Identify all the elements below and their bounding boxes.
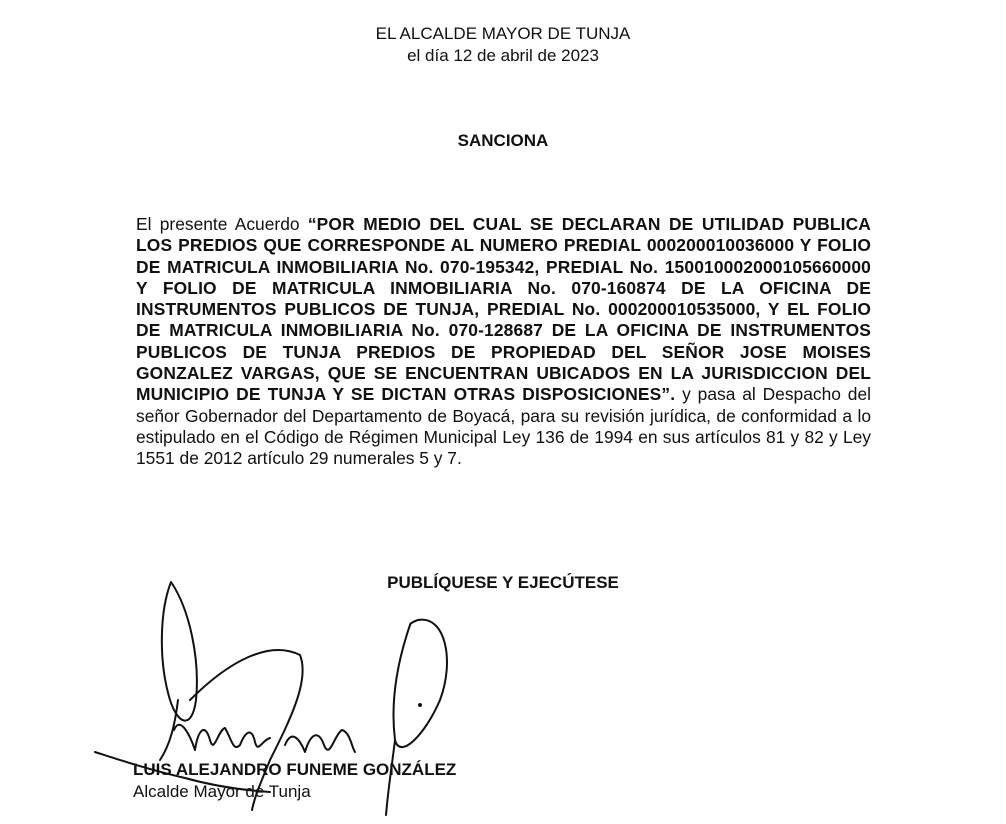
signature-stroke-scribble [174,725,270,750]
body-bold-title: “POR MEDIO DEL CUAL SE DECLARAN DE UTILIDAD PUBLICA LOS PREDIOS QUE CORRESPONDE AL NUMERO PREDIAL 000200010036000 Y FOLIO DE MATRICULA INMOBILIARIA No. 070-195342, PREDIAL No. 150010002000105660000 Y FOLIO DE MATRICULA INMOBILIARIA No. 070-160874 DE LA OFICINA DE INSTRUMENTOS PUBLICOS DE TUNJA, PREDIAL No. 000200010535000, Y EL FOLIO DE MATRICULA INMOBILIARIA No. 070-128687 DE LA OFICINA DE INSTRUMENTOS PUBLICOS DE TUNJA PREDIOS DE PROPIEDAD DEL SEÑOR JOSE MOISES GONZALEZ VARGAS, QUE SE ENCUENTRAN UBICADOS EN LA JURISDICCION DEL MUNICIPIO DE TUNJA Y SE DICTAN OTRAS DISPOSICIONES”. [136,214,871,405]
header-date: el día 12 de abril de 2023 [407,46,599,65]
body-paragraph [136,214,871,470]
signature-stroke-loop [162,582,197,721]
signature-stroke-right-loop [393,620,446,747]
signatory-name: LUIS ALEJANDRO FUNEME GONZÁLEZ [133,760,457,779]
signature-stroke-right [285,730,355,752]
signatory-role: Alcalde Mayor de Tunja [133,782,311,801]
sanciona-heading: SANCIONA [457,131,549,150]
signature-dot [418,703,422,707]
body-intro: El presente Acuerdo [136,214,308,234]
body-rest: y pasa al Despacho del señor Gobernador del Departamento de Boyacá, para su revisión jurídica, de conformidad a lo estipulado en el Código de Régimen Municipal Ley 136 de 1994 en sus artículos 81 y 82 y Ley 1551 de 2012 artículo 29 numerales 5 y 7. [136,384,871,469]
publiquese-heading: PUBLÍQUESE Y EJECÚTESE [387,573,619,592]
signature-stroke-descender [160,700,178,760]
header-title: EL ALCALDE MAYOR DE TUNJA [375,24,631,43]
